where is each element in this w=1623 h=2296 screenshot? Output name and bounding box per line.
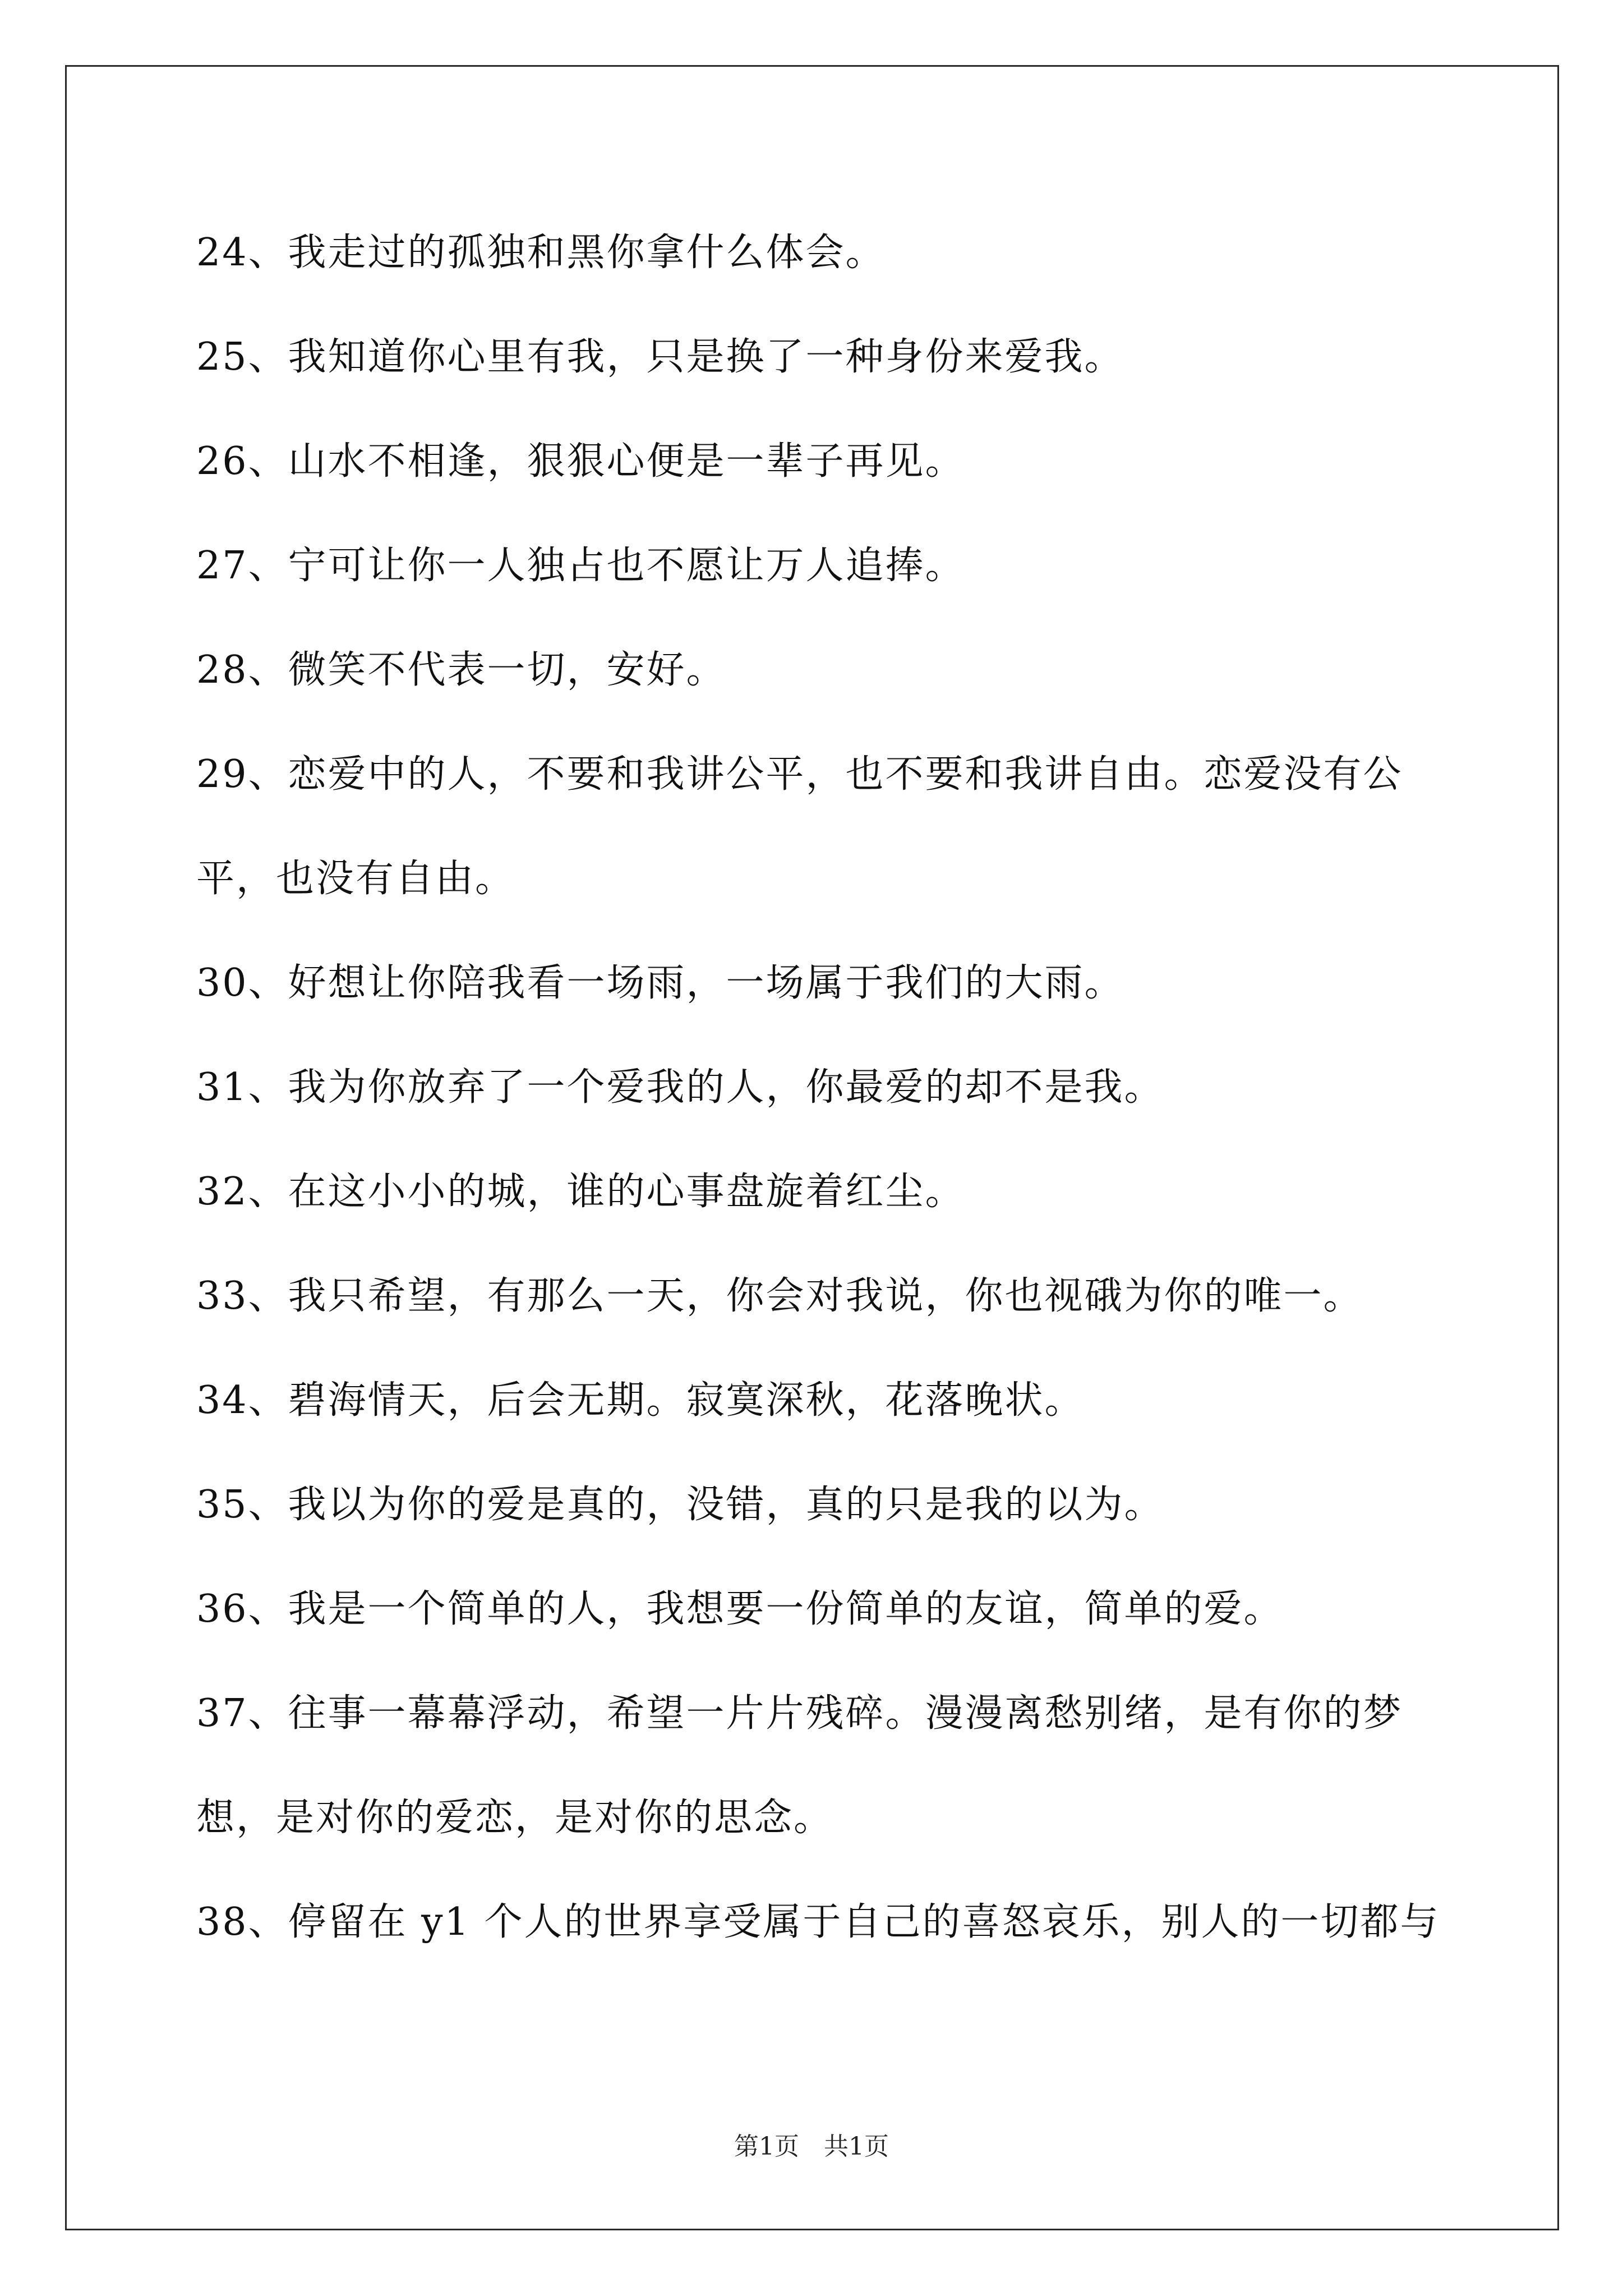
text-line-37-cont: 想，是对你的爱恋，是对你的思念。 xyxy=(196,1796,834,1840)
document-body xyxy=(196,222,1440,1996)
text-line-37: 37、往事一幕幕浮动，希望一片片残碎。漫漫离愁别绪，是有你的梦 xyxy=(196,1691,1403,1736)
text-line-32: 32、在这小小的城，谁的心事盘旋着红尘。 xyxy=(196,1170,965,1214)
text-line-31: 31、我为你放弃了一个爱我的人，你最爱的却不是我。 xyxy=(196,1065,1164,1110)
text-line-28: 28、微笑不代表一切，安好。 xyxy=(196,648,726,692)
text-line-38: 38、停留在 y1 个人的世界享受属于自己的喜怒哀乐，别人的一切都与 xyxy=(196,1900,1440,1944)
text-line-26: 26、山水不相逢，狠狠心便是一辈子再见。 xyxy=(196,439,965,484)
text-line-36: 36、我是一个简单的人，我想要一份简单的友谊，简单的爱。 xyxy=(196,1587,1284,1631)
text-line-24: 24、我走过的孤独和黑你拿什么体会。 xyxy=(196,231,886,275)
text-line-35: 35、我以为你的爱是真的，没错，真的只是我的以为。 xyxy=(196,1483,1164,1527)
text-line-30: 30、好想让你陪我看一场雨，一场属于我们的大雨。 xyxy=(196,961,1124,1005)
text-line-33: 33、我只希望，有那么一天，你会对我说，你也视硪为你的唯一。 xyxy=(196,1274,1363,1318)
text-line-29: 29、恋爱中的人，不要和我讲公平，也不要和我讲自由。恋爱没有公 xyxy=(196,752,1403,797)
text-line-25: 25、我知道你心里有我，只是换了一种身份来爱我。 xyxy=(196,335,1124,379)
page-number-footer: 第1页 共1页 xyxy=(734,2132,889,2161)
text-line-34: 34、碧海情天，后会无期。寂寞深秋，花落晚状。 xyxy=(196,1378,1085,1423)
text-line-29-cont: 平，也没有自由。 xyxy=(196,857,515,901)
text-line-27: 27、宁可让你一人独占也不愿让万人追捧。 xyxy=(196,544,965,588)
